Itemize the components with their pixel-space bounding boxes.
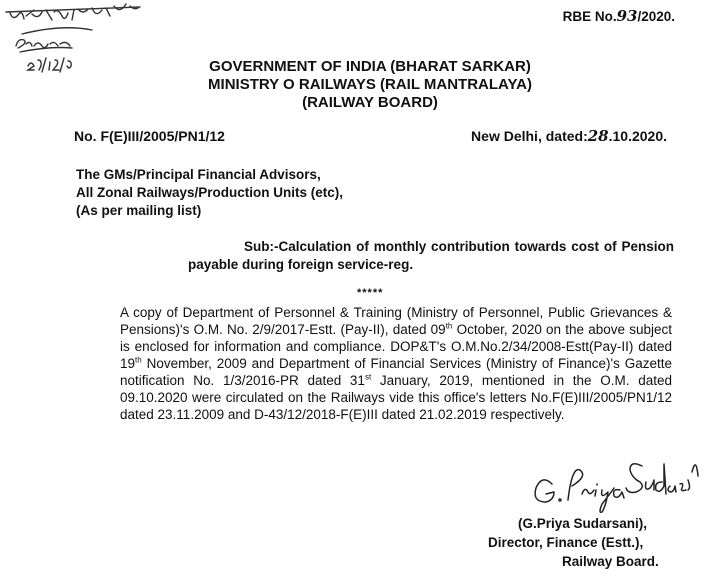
body-paragraph	[120, 304, 672, 423]
signatory-name: (G.Priya Sudarsani),	[518, 516, 648, 531]
date-handwritten-day: 28	[587, 127, 609, 145]
signatory-designation: Director, Finance (Estt.),	[488, 535, 644, 550]
addressee-line-2: All Zonal Railways/Production Units (etc),	[76, 185, 344, 200]
letter-heading	[190, 58, 550, 112]
rbe-handwritten-number: 93	[616, 7, 638, 25]
heading-line-2: MINISTRY O RAILWAYS (RAIL MANTRALAYA)	[208, 76, 532, 93]
addressee-line-3: (As per mailing list)	[76, 203, 202, 218]
body-sup-1: th	[445, 321, 453, 331]
body-text-2: October, 2020 on the above subject is enclosed for information and compliance. DOP&T's O.M.No.2/34/2008-Estt(Pay-II) dated 19	[120, 322, 672, 371]
heading-line-1: GOVERNMENT OF INDIA (BHARAT SARKAR)	[209, 58, 531, 75]
reference-number: No. F(E)III/2005/PN1/12	[74, 128, 225, 144]
body-sup-3: st	[364, 372, 372, 382]
date-label: New Delhi, dated:	[471, 128, 588, 144]
body-text-4: January, 2019, mentioned in the O.M. dated 09.10.2020 were circulated on the Railways vide this office's letters No.F(E)III/2005/PN1/12 dated 23.11.2009 and D-43/12/2018-F(E)III dated 21.02.2019 respectively.	[120, 373, 672, 422]
signature-drawing	[530, 452, 700, 514]
addressee-line-1: The GMs/Principal Financial Advisors,	[76, 167, 321, 182]
body-sup-2: th	[135, 355, 142, 365]
subject-line-1: Sub:-Calculation of monthly contribution towards cost of Pension	[244, 239, 674, 254]
date-rest: .10.2020.	[608, 128, 667, 144]
rbe-label: RBE No.	[562, 9, 617, 24]
body-text-1: A copy of Department of Personnel & Training (Ministry of Personnel, Public Grievances & Pensions)'s O.M. No. 2/9/2017-Estt. (Pay-II), dated 09	[120, 305, 672, 337]
heading-line-3: (RAILWAY BOARD)	[302, 94, 438, 111]
subject-block	[188, 238, 674, 274]
separator: *****	[357, 287, 384, 299]
addressee-block	[76, 166, 343, 220]
rbe-year: /2020.	[637, 9, 675, 24]
letter-date	[471, 127, 667, 145]
subject-line-2: payable during foreign service-reg.	[188, 257, 414, 272]
handwritten-note	[2, 0, 152, 80]
rbe-number	[563, 7, 675, 25]
body-text-3: November, 2009 and Department of Financial Services (Ministry of Finance)'s Gazette notification No. 1/3/2016-PR dated 31	[120, 356, 672, 388]
signatory-office: Railway Board.	[562, 554, 659, 569]
